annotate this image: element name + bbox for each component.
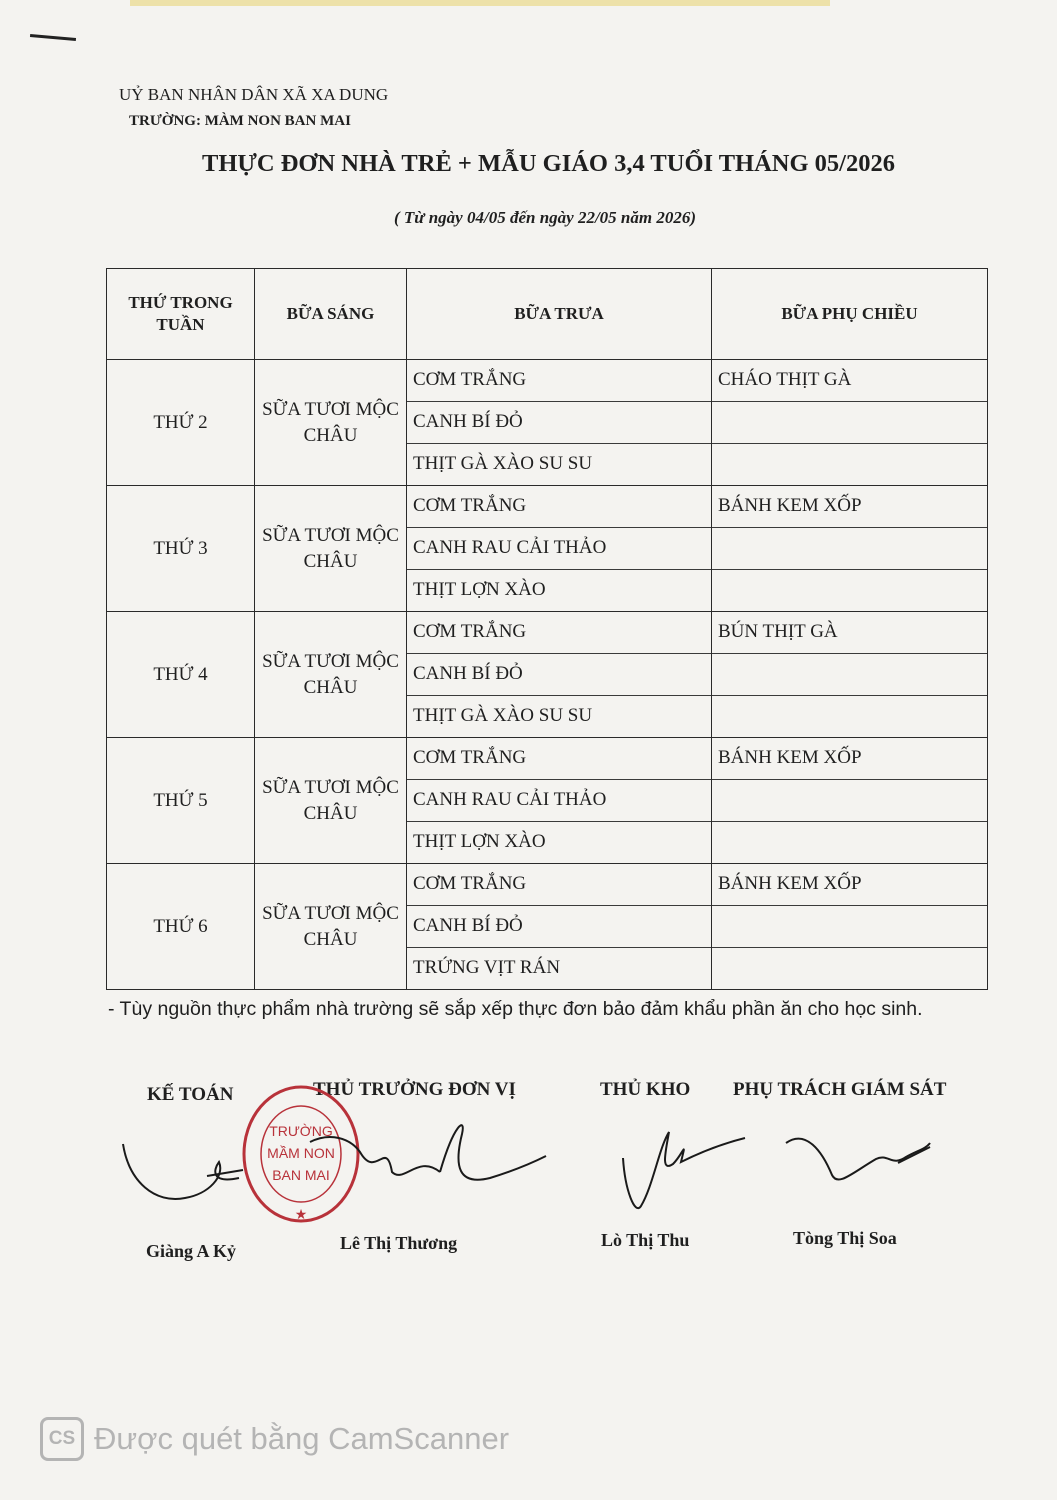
- table-header-row: [107, 269, 988, 360]
- day-cell: THỨ 5: [107, 738, 255, 864]
- afternoon-item: [712, 906, 987, 948]
- lunch-cell: [407, 612, 712, 738]
- lunch-item: TRỨNG VỊT RÁN: [413, 957, 561, 978]
- table-row: [107, 612, 988, 738]
- afternoon-cell: [712, 612, 988, 738]
- lunch-cell: [407, 864, 712, 990]
- lunch-item: THỊT LỢN XÀO: [413, 579, 546, 600]
- afternoon-item: BÁNH KEM XỐP: [712, 738, 987, 780]
- signature-head: [290, 1112, 550, 1202]
- scan-top-band: [130, 0, 830, 6]
- afternoon-cell: [712, 864, 988, 990]
- afternoon-cell: [712, 486, 988, 612]
- lunch-cell: [407, 738, 712, 864]
- table-row: [107, 864, 988, 990]
- stamp-text: TRƯỜNG: [269, 1123, 333, 1139]
- breakfast-cell: SỮA TƯƠI MỘC CHÂU: [255, 486, 407, 612]
- lunch-item: CANH RAU CẢI THẢO: [407, 528, 711, 570]
- day-cell: THỨ 6: [107, 864, 255, 990]
- afternoon-item: [712, 570, 987, 611]
- afternoon-item: [712, 402, 987, 444]
- lunch-item: THỊT GÀ XÀO SU SU: [413, 705, 593, 726]
- afternoon-item: [712, 654, 987, 696]
- name-accountant: Giàng A Kỷ: [146, 1241, 237, 1261]
- page-title: THỰC ĐƠN NHÀ TRẺ + MẪU GIÁO 3,4 TUỔI THÁNG 05/2026: [202, 150, 895, 177]
- afternoon-cell: [712, 360, 988, 486]
- afternoon-item: [712, 948, 987, 989]
- lunch-item: CƠM TRẮNG: [407, 864, 711, 906]
- scan-mark: [30, 34, 76, 41]
- lunch-item: THỊT GÀ XÀO SU SU: [413, 453, 593, 474]
- afternoon-item: BÁNH KEM XỐP: [712, 486, 987, 528]
- school-name: TRƯỜNG: MÀM NON BAN MAI: [129, 113, 351, 129]
- signature-accountant: [115, 1132, 255, 1212]
- stamp-text: BAN MAI: [272, 1167, 330, 1183]
- afternoon-item: [712, 822, 987, 863]
- stamp-text: MẦM NON: [267, 1145, 335, 1161]
- lunch-item: CƠM TRẮNG: [407, 486, 711, 528]
- afternoon-item: BÁNH KEM XỐP: [712, 864, 987, 906]
- lunch-item: CANH RAU CẢI THẢO: [407, 780, 711, 822]
- menu-note: - Tùy nguồn thực phẩm nhà trường sẽ sắp xếp thực đơn bảo đảm khẩu phần ăn cho học sinh.: [108, 998, 923, 1020]
- role-supervisor: PHỤ TRÁCH GIÁM SÁT: [733, 1079, 947, 1100]
- role-head: THỦ TRƯỞNG ĐƠN VỊ: [313, 1079, 516, 1100]
- lunch-item: THỊT LỢN XÀO: [413, 831, 546, 852]
- name-head: Lê Thị Thương: [340, 1233, 458, 1253]
- breakfast-cell: SỮA TƯƠI MỘC CHÂU: [255, 360, 407, 486]
- name-storekeeper: Lò Thị Thu: [601, 1230, 690, 1250]
- committee-name: UỶ BAN NHÂN DÂN XÃ XA DUNG: [119, 85, 389, 104]
- menu-table: [106, 268, 988, 990]
- table-row: [107, 360, 988, 486]
- watermark-text: Được quét bằng CamScanner: [94, 1421, 510, 1456]
- lunch-item: CƠM TRẮNG: [407, 360, 711, 402]
- breakfast-cell: SỮA TƯƠI MỘC CHÂU: [255, 612, 407, 738]
- day-cell: THỨ 3: [107, 486, 255, 612]
- day-cell: THỨ 2: [107, 360, 255, 486]
- afternoon-item: BÚN THỊT GÀ: [712, 612, 987, 654]
- name-supervisor: Tòng Thị Soa: [793, 1228, 897, 1248]
- signature-supervisor: [780, 1125, 950, 1195]
- lunch-item: CƠM TRẮNG: [407, 612, 711, 654]
- afternoon-item: [712, 444, 987, 485]
- afternoon-cell: [712, 738, 988, 864]
- header-lunch: BỮA TRƯA: [407, 269, 712, 360]
- lunch-item: CƠM TRẮNG: [407, 738, 711, 780]
- lunch-item: CANH BÍ ĐỎ: [407, 402, 711, 444]
- breakfast-cell: SỮA TƯƠI MỘC CHÂU: [255, 738, 407, 864]
- lunch-item: CANH BÍ ĐỎ: [407, 654, 711, 696]
- header-breakfast: BỮA SÁNG: [255, 269, 407, 360]
- role-accountant: KẾ TOÁN: [147, 1084, 234, 1105]
- breakfast-cell: SỮA TƯƠI MỘC CHÂU: [255, 864, 407, 990]
- camscanner-logo: CS: [40, 1417, 84, 1461]
- signature-storekeeper: [613, 1118, 753, 1218]
- afternoon-item: [712, 780, 987, 822]
- camscanner-watermark: [40, 1417, 509, 1461]
- date-range: ( Từ ngày 04/05 đến ngày 22/05 năm 2026): [393, 208, 696, 227]
- day-cell: THỨ 4: [107, 612, 255, 738]
- table-row: [107, 738, 988, 864]
- lunch-cell: [407, 486, 712, 612]
- stamp-star: ★: [294, 1208, 308, 1223]
- lunch-cell: [407, 360, 712, 486]
- table-row: [107, 486, 988, 612]
- afternoon-item: [712, 696, 987, 737]
- header-afternoon: BỮA PHỤ CHIỀU: [712, 269, 988, 360]
- afternoon-item: [712, 528, 987, 570]
- role-storekeeper: THỦ KHO: [600, 1079, 691, 1100]
- lunch-item: CANH BÍ ĐỎ: [407, 906, 711, 948]
- afternoon-item: CHÁO THỊT GÀ: [712, 360, 987, 402]
- header-day: THỨ TRONG TUẦN: [107, 269, 255, 360]
